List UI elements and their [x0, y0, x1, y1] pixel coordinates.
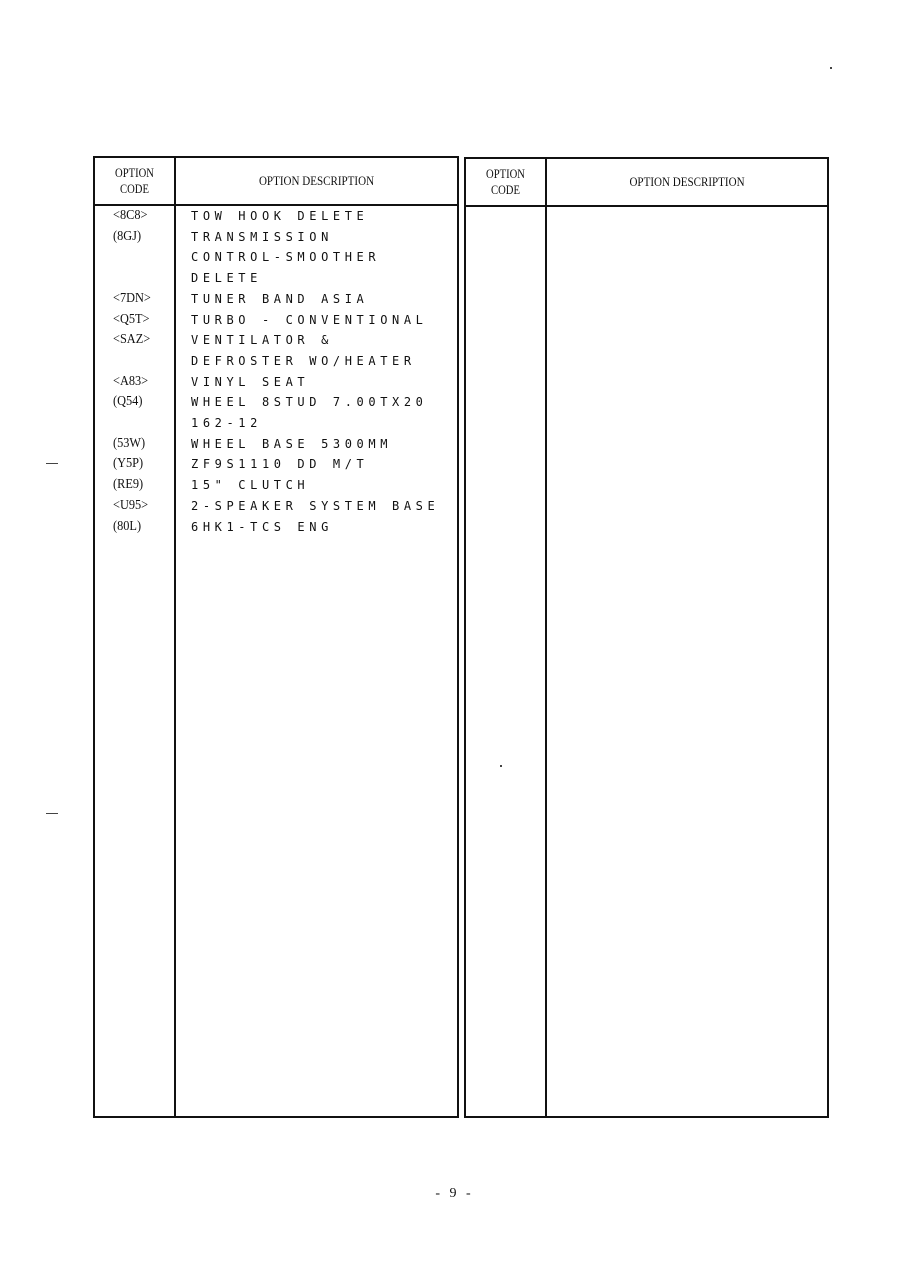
option-description: DEFROSTER WO/HEATER: [191, 353, 416, 368]
option-code: (Y5P): [113, 456, 144, 472]
header-divider: [466, 205, 827, 207]
option-description: TRANSMISSION: [191, 229, 333, 244]
option-description: TUNER BAND ASIA: [191, 291, 369, 306]
scan-speck: [830, 67, 832, 69]
option-description: ZF9S1110 DD M/T: [191, 457, 369, 472]
option-code: (53W): [113, 435, 146, 451]
option-code: (RE9): [113, 477, 144, 493]
header-option-description: OPTION DESCRIPTION: [258, 173, 375, 188]
option-description: CONTROL-SMOOTHER: [191, 250, 381, 265]
option-description: VENTILATOR &: [191, 333, 333, 348]
header-option-code: OPTION CODE: [486, 167, 525, 197]
option-code: <SAZ>: [113, 332, 151, 348]
option-description: WHEEL 8STUD 7.00TX20: [191, 395, 428, 410]
option-code: <7DN>: [113, 290, 151, 306]
option-description: 162-12: [191, 416, 262, 430]
column-divider: [545, 159, 547, 1116]
scan-speck: [500, 765, 502, 767]
column-divider: [174, 158, 176, 1116]
option-description: WHEEL BASE 5300MM: [191, 436, 393, 451]
option-description: VINYL SEAT: [191, 374, 310, 389]
scan-speck: [46, 463, 58, 464]
option-description: 15" CLUTCH: [191, 478, 310, 493]
option-code: (80L): [113, 518, 142, 534]
option-description: TURBO - CONVENTIONAL: [191, 312, 428, 327]
option-table-left: [93, 156, 459, 1118]
option-table-right: [464, 157, 829, 1118]
option-description: TOW HOOK DELETE: [191, 209, 369, 223]
page-number: - 9 -: [435, 1186, 474, 1201]
option-code: <A83>: [113, 373, 149, 389]
option-code: <U95>: [113, 497, 149, 513]
header-option-description: OPTION DESCRIPTION: [629, 174, 745, 189]
option-code: (Q54): [113, 394, 143, 410]
option-description: 2-SPEAKER SYSTEM BASE: [191, 498, 440, 513]
option-code: <8C8>: [113, 208, 148, 223]
option-code: <Q5T>: [113, 311, 150, 327]
scan-speck: [46, 813, 58, 814]
option-description: 6HK1-TCS ENG: [191, 519, 333, 534]
header-option-code: OPTION CODE: [115, 166, 154, 196]
option-description: DELETE: [191, 271, 262, 286]
option-code: (8GJ): [113, 228, 142, 244]
